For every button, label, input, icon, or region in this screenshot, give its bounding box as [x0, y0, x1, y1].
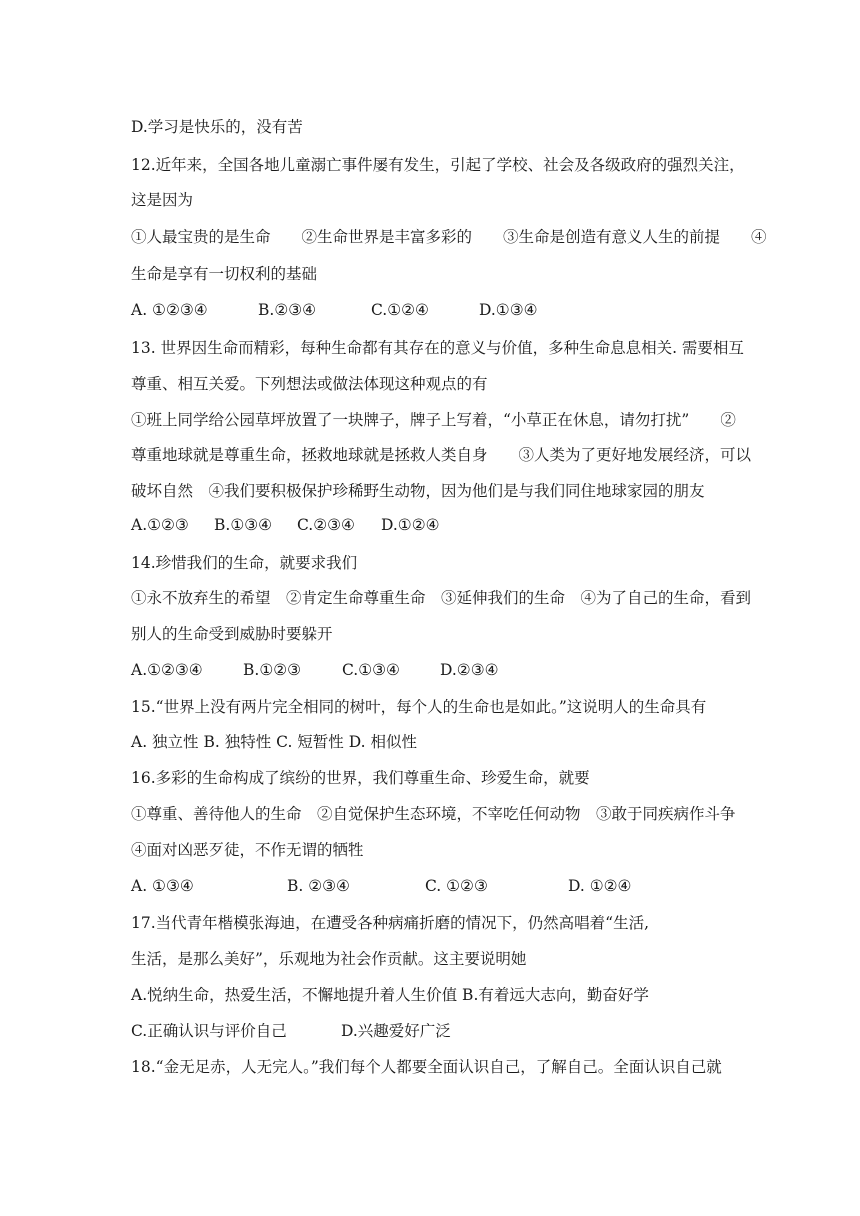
option-c: C.①③④: [342, 661, 400, 679]
option-d: D.②③④: [440, 661, 499, 679]
option-a: A.①②③: [131, 516, 189, 534]
question-13-statements-cont2: 破坏自然 ④我们要积极保护珍稀野生动物，因为他们是与我们同住地球家园的朋友: [131, 482, 705, 500]
option-c: C.正确认识与评价自己: [131, 1022, 287, 1040]
question-13-stem: 13. 世界因生命而精彩，每种生命都有其存在的意义与价值，多种生命息息相关. 需要相互: [131, 339, 744, 357]
question-14-statements: ①永不放弃生的希望 ②肯定生命尊重生命 ③延伸我们的生命 ④为了自己的生命，看到: [131, 589, 752, 607]
option-a: A. ①②③④: [131, 301, 208, 319]
question-12-statements-cont: 生命是享有一切权利的基础: [131, 265, 318, 283]
question-12-statements: ①人最宝贵的是生命 ②生命世界是丰富多彩的 ③生命是创造有意义人生的前提 ④: [131, 228, 767, 246]
question-17-options-ab: A.悦纳生命，热爱生活，不懈地提升着人生价值 B.有着远大志向，勤奋好学: [131, 986, 649, 1004]
option-d: D.①②④: [381, 516, 440, 534]
option-d: D.兴趣爱好广泛: [341, 1022, 451, 1040]
option-b: B.②③④: [258, 301, 317, 319]
question-17-stem: 17.当代青年楷模张海迪，在遭受各种病痛折磨的情况下，仍然高唱着“生活,: [131, 914, 650, 932]
question-16-stem: 16.多彩的生命构成了缤纷的世界，我们尊重生命、珍爱生命，就要: [131, 769, 590, 787]
question-12-stem: 12.近年来，全国各地儿童溺亡事件屡有发生，引起了学校、社会及各级政府的强烈关注，: [131, 156, 745, 174]
question-16-statements-cont: ④面对凶恶歹徒，不作无谓的牺牲: [131, 841, 364, 859]
option-d: D.①③④: [479, 301, 538, 319]
option-c: C. ①②③: [425, 877, 488, 895]
option-b: B.①③④: [214, 516, 273, 534]
question-15-stem: 15.“世界上没有两片完全相同的树叶，每个人的生命也是如此。”这说明人的生命具有: [131, 698, 707, 716]
question-13-stem-cont: 尊重、相互关爱。下列想法或做法体现这种观点的有: [131, 375, 488, 393]
question-14-stem: 14.珍惜我们的生命，就要求我们: [131, 554, 358, 572]
question-14-statements-cont: 别人的生命受到威胁时要躲开: [131, 625, 333, 643]
question-18-stem: 18.“金无足赤，人无完人。”我们每个人都要全面认识自己，了解自己。全面认识自己就: [131, 1058, 722, 1076]
question-17-stem-cont: 生活，是那么美好”，乐观地为社会作贡献。这主要说明她: [131, 950, 527, 968]
option-a: A. ①③④: [131, 877, 194, 895]
option-b: B.①②③: [243, 661, 302, 679]
question-12-stem-cont: 这是因为: [131, 191, 194, 209]
question-13-statements: ①班上同学给公园草坪放置了一块牌子，牌子上写着，“小草正在休息，请勿打扰” ②: [131, 411, 736, 429]
question-16-statements: ①尊重、善待他人的生命 ②自觉保护生态环境，不宰吃任何动物 ③敢于同疾病作斗争: [131, 805, 736, 823]
option-c: C.②③④: [297, 516, 355, 534]
option-a: A.①②③④: [131, 661, 203, 679]
option-d: D. ①②④: [568, 877, 632, 895]
question-15-options: A. 独立性 B. 独特性 C. 短暂性 D. 相似性: [131, 733, 417, 751]
option-b: B. ②③④: [287, 877, 350, 895]
option-c: C.①②④: [371, 301, 429, 319]
question-13-statements-cont: 尊重地球就是尊重生命，拯救地球就是拯救人类自身 ③人类为了更好地发展经济，可以: [131, 446, 752, 464]
option-d-q11: D.学习是快乐的，没有苦: [131, 118, 303, 136]
